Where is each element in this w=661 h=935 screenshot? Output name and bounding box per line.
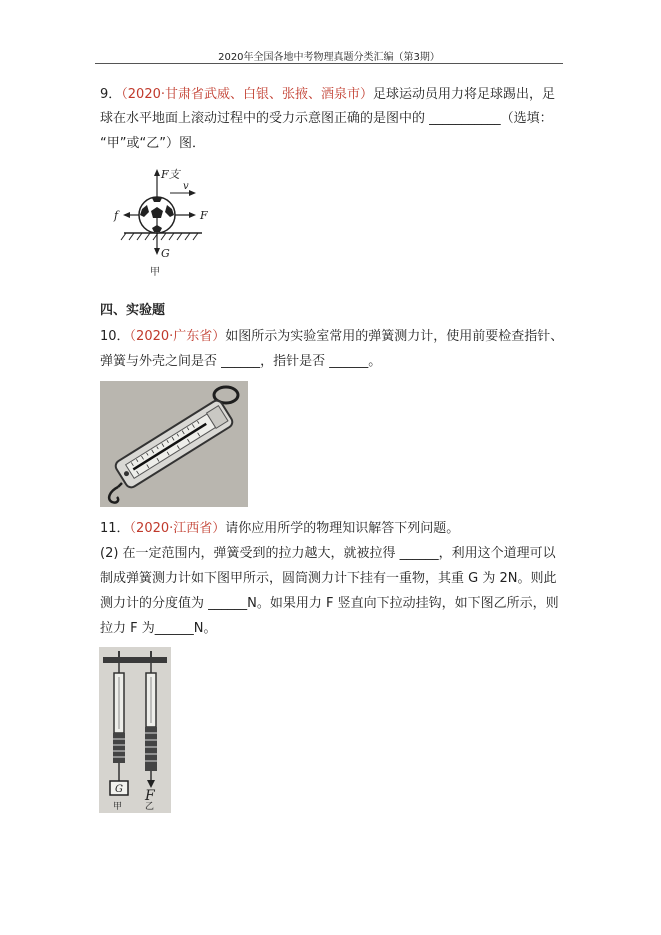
q11-label-F: F xyxy=(145,788,155,804)
q9-caption: 甲 xyxy=(150,267,160,278)
q9-line1-tail: 足球运动员用力将足球踢出，足 xyxy=(373,87,556,102)
q9-line3: “甲”或“乙”）图． xyxy=(100,136,205,151)
q11-line1-tail: 请你应用所学的物理知识解答下列问题。 xyxy=(225,521,460,536)
label-f: f xyxy=(114,209,119,222)
q11-line1 xyxy=(100,520,459,538)
label-G: G xyxy=(161,247,170,260)
q11-caption-left: 甲 xyxy=(113,802,123,812)
q11-line5: 拉力 F 为______N。 xyxy=(100,621,217,636)
q11-line4: 测力计的分度值为 ______N。如果用力 F 竖直向下拉动挂钩，如下图乙所示，则 xyxy=(100,596,559,611)
q10-line1 xyxy=(100,328,563,346)
label-F: F xyxy=(200,209,208,222)
q9-line1 xyxy=(100,86,555,104)
q11-line3: 制成弹簧测力计如下图甲所示，圆筒测力计下挂有一重物，其重 G 为 2N。则此 xyxy=(100,571,557,586)
q9-force-diagram xyxy=(112,165,222,280)
q9-number: 9． xyxy=(100,87,122,102)
page-header: 2020年全国各地中考物理真题分类汇编（第3期） xyxy=(218,52,440,63)
label-v: v xyxy=(183,181,189,192)
q11-number: 11． xyxy=(100,521,130,536)
q11-caption-right: 乙 xyxy=(145,802,155,812)
cylinder-scales-figure xyxy=(99,647,171,813)
q11-line2: (2) 在一定范围内，弹簧受到的拉力越大，就被拉得 ______，利用这个道理可以 xyxy=(100,546,556,561)
q10-line2: 弹簧与外壳之间是否 ______，指针是否 ______。 xyxy=(100,354,382,369)
q9-source: （2020·甘肃省武威、白银、张掖、酒泉市） xyxy=(121,87,373,102)
q11-source: （2020·江西省） xyxy=(129,521,226,536)
q9-line2: 球在水平地面上滚动过程中的受力示意图正确的是图中的 ___________（选填： xyxy=(100,111,553,126)
q10-number: 10． xyxy=(100,329,130,344)
spring-scale-photo xyxy=(100,381,248,507)
section-title: 四、实验题 xyxy=(100,303,166,318)
label-f-support: F支 xyxy=(161,168,180,181)
header-divider xyxy=(95,63,563,64)
q10-line1-tail: 如图所示为实验室常用的弹簧测力计，使用前要检查指针、 xyxy=(225,329,564,344)
q10-source: （2020·广东省） xyxy=(129,329,226,344)
q11-label-G: G xyxy=(115,784,123,795)
